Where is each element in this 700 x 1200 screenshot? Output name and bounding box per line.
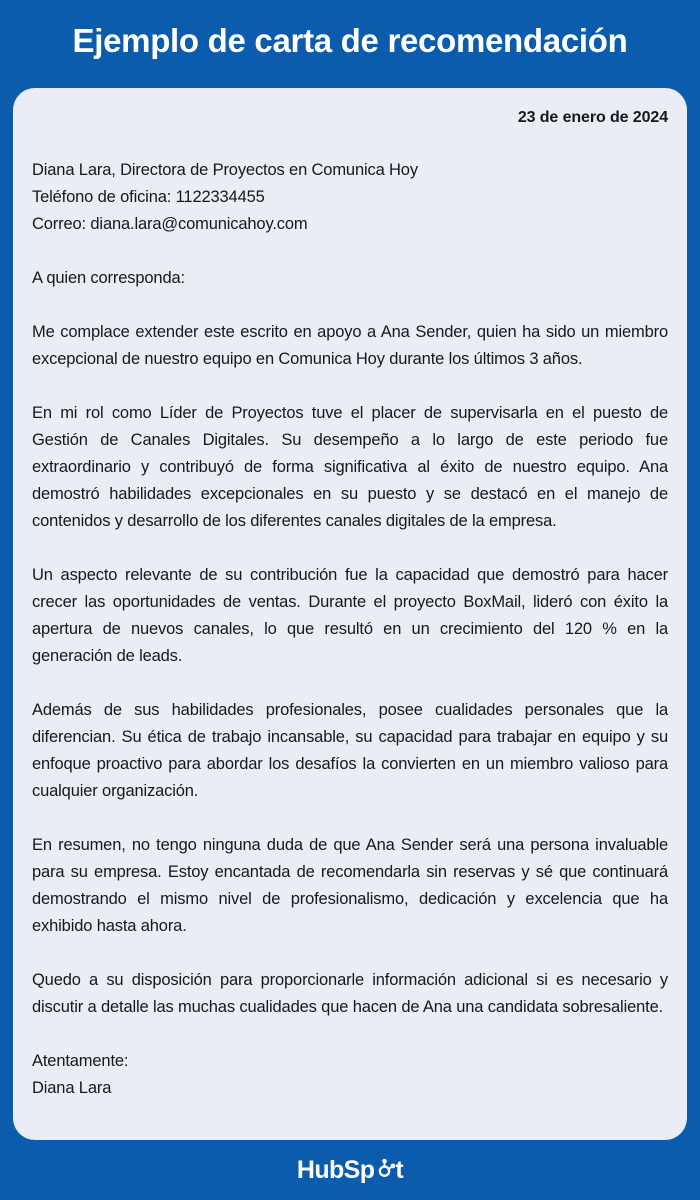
letter-date: 23 de enero de 2024 (517, 109, 668, 126)
letter-paragraph: Un aspecto relevante de su contribución fue la capacidad que demostró para hacer crecer las oportunidades de ventas. Durante el proyecto BoxMail, lideró con éxito la apertura de nuevos canales, lo que resultó en un crecimiento del 120 % en la generación de leads. (32, 566, 668, 665)
page-footer (0, 1140, 700, 1200)
hubspot-logo-text-start: HubSp (296, 1156, 375, 1184)
letter-card (13, 88, 687, 1140)
closing-valediction: Atentamente: (32, 1052, 129, 1070)
letter-salutation: A quien corresponda: (32, 269, 185, 287)
page-header (0, 0, 700, 88)
letter-paragraph: Además de sus habilidades profesionales, posee cualidades personales que la diferencian. Su ética de trabajo incansable, su capacidad para trabajar en equipo y su enfoque proactivo para abordar los desafíos la convierten en un miembro valioso para cualquier organización. (32, 701, 668, 800)
letter-closing (32, 1048, 668, 1102)
letter-paragraph: Me complace extender este escrito en apoyo a Ana Sender, quien ha sido un miembro excepcional de nuestro equipo en Comunica Hoy durante los últimos 3 años. (32, 323, 668, 368)
sender-phone: Teléfono de oficina: 1122334455 (32, 188, 265, 206)
closing-signature: Diana Lara (32, 1079, 112, 1097)
sender-name-title: Diana Lara, Directora de Proyectos en Comunica Hoy (32, 161, 418, 179)
hubspot-logo (297, 1157, 403, 1183)
hubspot-logo-text-end: t (395, 1156, 404, 1184)
letter-paragraph: En resumen, no tengo ninguna duda de que Ana Sender será una persona invaluable para su empresa. Estoy encantada de recomendarla sin reservas y sé que continuará demostrando el mismo nivel de profesionalismo, dedicación y excelencia que ha exhibido hasta ahora. (32, 836, 668, 935)
sender-block (32, 157, 668, 238)
letter-paragraph: Quedo a su disposición para proporcionarle información adicional si es necesario y discutir a detalle las muchas cualidades que hacen de Ana una candidata sobresaliente. (32, 971, 668, 1016)
sender-email: Correo: diana.lara@comunicahoy.com (32, 215, 308, 233)
letter-paragraph: En mi rol como Líder de Proyectos tuve el placer de supervisarla en el puesto de Gestión de Canales Digitales. Su desempeño a lo largo de este periodo fue extraordinario y contribuyó de forma significativa al éxito de nuestro equipo. Ana demostró habilidades excepcionales en su puesto y se destacó en el manejo de contenidos y desarrollo de los diferentes canales digitales de la empresa. (32, 404, 668, 530)
hubspot-sprocket-icon (374, 1159, 395, 1180)
page-title: Ejemplo de carta de recomendación (72, 21, 628, 59)
